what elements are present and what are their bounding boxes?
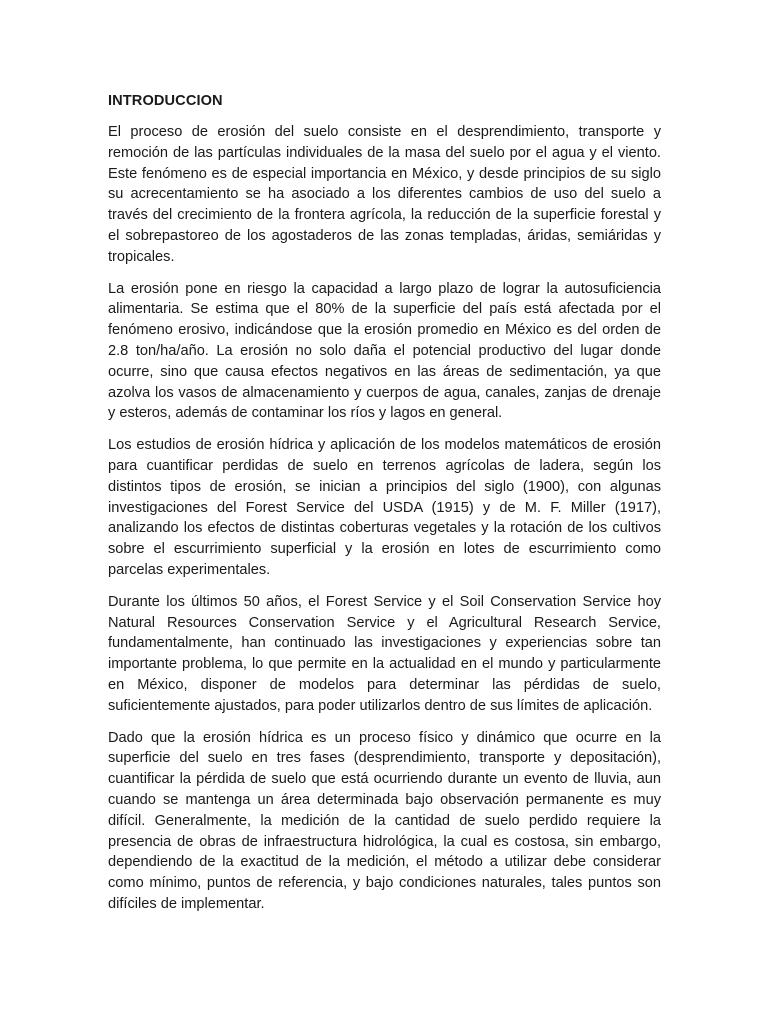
paragraph-3: Los estudios de erosión hídrica y aplicación de los modelos matemáticos de erosión para cuantificar perdidas de suelo en terrenos agrícolas de ladera, según los distintos tipos de erosión, se inician a principios del siglo (1900), con algunas investigaciones del Forest Service del USDA (1915) y de M. F. Miller (1917), analizando los efectos de distintas coberturas vegetales y la rotación de los cultivos sobre el escurrimiento superficial y la erosión en lotes de escurrimiento como parcelas experimentales. bbox=[108, 437, 661, 578]
paragraph-5: Dado que la erosión hídrica es un proceso físico y dinámico que ocurre en la superficie del suelo en tres fases (desprendimiento, transporte y depositación), cuantificar la pérdida de suelo que está ocurriendo durante un evento de lluvia, aun cuando se mantenga un área determinada bajo observación permanente es muy difícil. Generalmente, la medición de la cantidad de suelo perdido requiere la presencia de obras de infraestructura hidrológica, la cual es costosa, sin embargo, dependiendo de la exactitud de la medición, el método a utilizar debe considerar como mínimo, puntos de referencia, y bajo condiciones naturales, tales puntos son difíciles de implementar. bbox=[108, 729, 661, 912]
paragraph-2: La erosión pone en riesgo la capacidad a largo plazo de lograr la autosuficiencia alimentaria. Se estima que el 80% de la superficie del país está afectada por el fenómeno erosivo, indicándose que la erosión promedio en México es del orden de 2.8 ton/ha/año. La erosión no solo daña el potencial productivo del lugar donde ocurre, sino que causa efectos negativos en las áreas de sedimentación, ya que azolva los vasos de almacenamiento y cuerpos de agua, canales, zanjas de drenaje y esteros, además de contaminar los ríos y lagos en general. bbox=[108, 280, 661, 422]
paragraph-1: El proceso de erosión del suelo consiste en el desprendimiento, transporte y remoción de las partículas individuales de la masa del suelo por el agua y el viento. Este fenómeno es de especial importancia en México, y desde principios de su siglo su acrecentamiento se ha asociado a los diferentes cambios de uso del suelo a través del crecimiento de la frontera agrícola, la reducción de la superficie forestal y el sobrepastoreo de los agostaderos de las zonas templadas, áridas, semiáridas y tropicales. bbox=[108, 124, 661, 265]
section-heading: INTRODUCCION bbox=[108, 93, 223, 109]
document-page bbox=[108, 91, 661, 926]
paragraph-4: Durante los últimos 50 años, el Forest Service y el Soil Conservation Service hoy Natural Resources Conservation Service y el Agricultural Research Service, fundamentalmente, han continuado las investigaciones y experiencias sobre tan importante problema, lo que permite en la actualidad en el mundo y particularmente en México, disponer de modelos para determinar las pérdidas de suelo, suficientemente ajustados, para poder utilizarlos dentro de sus límites de aplicación. bbox=[108, 593, 661, 714]
